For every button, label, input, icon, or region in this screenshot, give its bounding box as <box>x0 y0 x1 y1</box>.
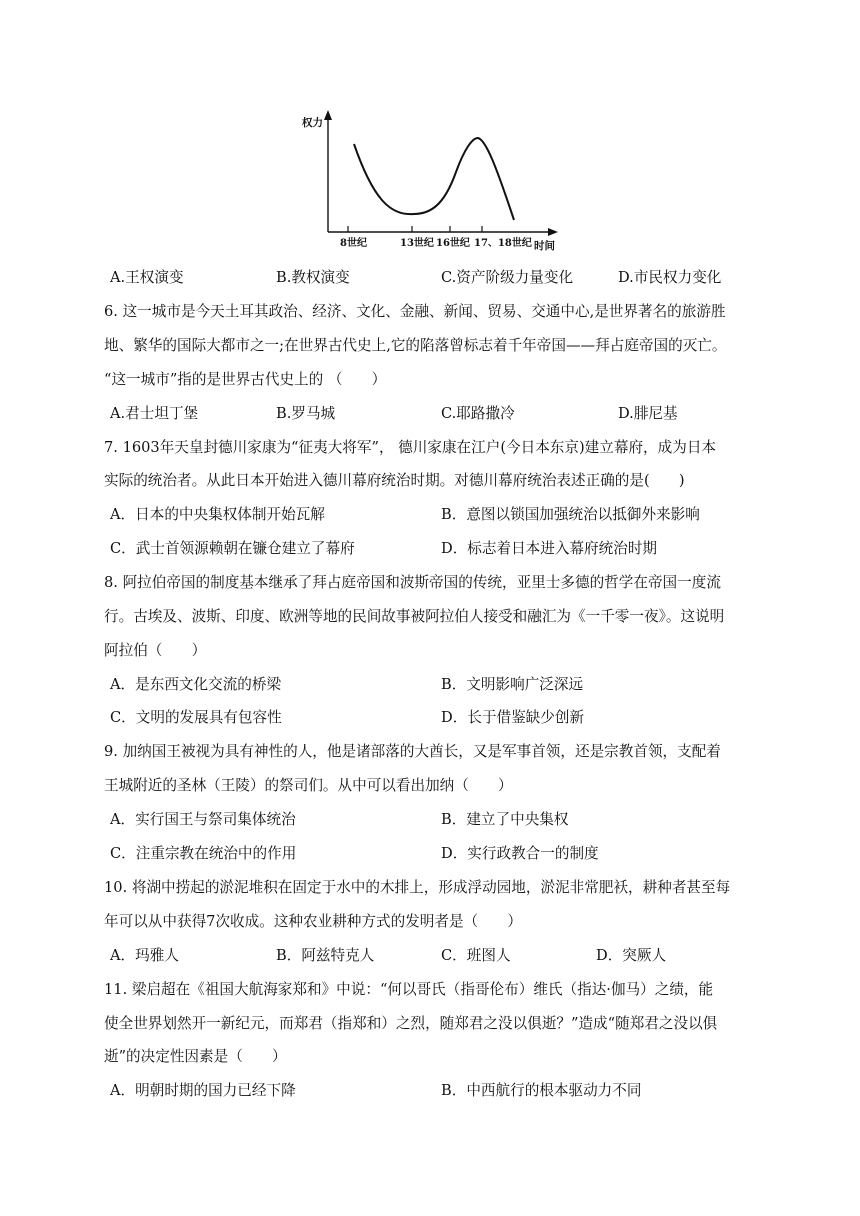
q8-option-a: A．是东西文化交流的桥梁 <box>110 676 282 693</box>
q11-stem-line-3: 逝”的决定性因素是（ ） <box>104 1048 287 1065</box>
q11-option-a: A．明朝时期的国力已经下降 <box>110 1082 296 1099</box>
tick-label-8: 8世纪 <box>340 238 367 249</box>
q8-option-b: B．文明影响广泛深远 <box>441 676 584 693</box>
q6-option-c: C.耶路撒冷 <box>441 405 515 422</box>
q7-stem-line-2: 实际的统治者。从此日本开始进入德川幕府统治时期。对德川幕府统治表述正确的是( ) <box>104 472 685 489</box>
y-axis-label: 权力 <box>302 117 323 129</box>
power-time-figure <box>296 106 566 254</box>
y-axis-arrow <box>324 110 332 120</box>
tick-label-13: 13世纪 <box>400 238 434 249</box>
q9-option-c: C．注重宗教在统治中的作用 <box>110 845 297 862</box>
x-axis-arrow <box>548 228 558 236</box>
q6-stem-line-3: “这一城市”指的是世界古代史上的 （ ） <box>104 371 387 388</box>
q8-stem-line-2: 行。古埃及、波斯、印度、欧洲等地的民间故事被阿拉伯人接受和融汇为《一千零一夜》。这说明 <box>104 608 725 625</box>
q10-stem-line-2: 年可以从中获得7次收成。这种农业耕种方式的发明者是（ ） <box>104 913 522 930</box>
q6-option-a: A.君士坦丁堡 <box>110 405 199 422</box>
q5-option-a: A.王权演变 <box>110 269 184 286</box>
power-curve-svg <box>296 106 566 254</box>
q6-option-d: D.腓尼基 <box>618 405 678 422</box>
q7-option-a: A．日本的中央集权体制开始瓦解 <box>110 506 325 523</box>
q10-option-d: D．突厥人 <box>596 947 667 964</box>
tick-label-1718: 17、18世纪 <box>474 238 532 249</box>
q9-option-b: B．建立了中央集权 <box>441 811 569 828</box>
q10-stem-line-1: 10. 将湖中捞起的淤泥堆积在固定于水中的木排上，形成浮动园地，淤泥非常肥袄，耕种者甚至每 <box>104 879 731 896</box>
q6-stem-line-1: 6. 这一城市是今天土耳其政治、经济、文化、金融、新闻、贸易、交通中心,是世界著名的旅游胜 <box>104 303 726 320</box>
q9-option-a: A．实行国王与祭司集体统治 <box>110 811 296 828</box>
q9-stem-line-1: 9. 加纳国王被视为具有神性的人，他是诸部落的大酋长，又是军事首领，还是宗教首领，支配着 <box>104 743 721 760</box>
q7-option-d: D．标志着日本进入幕府统治时期 <box>441 540 658 557</box>
q9-option-d: D．实行政教合一的制度 <box>441 845 599 862</box>
q10-option-c: C．班图人 <box>441 947 511 964</box>
q5-option-d: D.市民权力变化 <box>618 269 722 286</box>
q7-option-b: B．意图以锁国加强统治以抵御外来影响 <box>441 506 700 523</box>
q11-stem-line-1: 11. 梁启超在《祖国大航海家郑和》中说：“何以哥氏（指哥伦布）维氏（指达·伽马）之绩，能 <box>104 981 714 998</box>
q9-stem-line-2: 王城附近的圣林（王陵）的祭司们。从中可以看出加纳（ ） <box>104 777 513 794</box>
q5-option-c: C.资产阶级力量变化 <box>441 269 574 286</box>
q6-stem-line-2: 地、繁华的国际大都市之一;在世界古代史上,它的陷落曾标志着千年帝国——拜占庭帝国的灭亡。 <box>104 337 727 354</box>
q5-option-b: B.教权演变 <box>276 269 350 286</box>
q10-option-a: A．玛雅人 <box>110 947 179 964</box>
q6-option-b: B.罗马城 <box>276 405 336 422</box>
x-axis-label: 时间 <box>534 240 555 252</box>
tick-label-16: 16世纪 <box>436 238 470 249</box>
q8-stem-line-1: 8. 阿拉伯帝国的制度基本继承了拜占庭帝国和波斯帝国的传统，亚里士多德的哲学在帝国一度流 <box>104 574 721 591</box>
q10-option-b: B．阿兹特克人 <box>276 947 375 964</box>
q7-stem-line-1: 7. 1603年天皇封德川家康为“征夷大将军”， 德川家康在江户(今日本东京)建立幕府，成为日本 <box>104 439 717 456</box>
q8-option-c: C．文明的发展具有包容性 <box>110 709 282 726</box>
q7-option-c: C．武士首领源赖朝在镰仓建立了幕府 <box>110 540 355 557</box>
q11-stem-line-2: 使全世界划然开一新纪元，而郑君（指郑和）之烈，随郑君之没以俱逝？”造成“随郑君之没以俱 <box>104 1015 718 1032</box>
q8-option-d: D．长于借鉴缺少创新 <box>441 709 585 726</box>
q11-option-b: B．中西航行的根本驱动力不同 <box>441 1082 642 1099</box>
q8-stem-line-3: 阿拉伯（ ） <box>104 642 207 659</box>
power-curve <box>354 138 514 220</box>
